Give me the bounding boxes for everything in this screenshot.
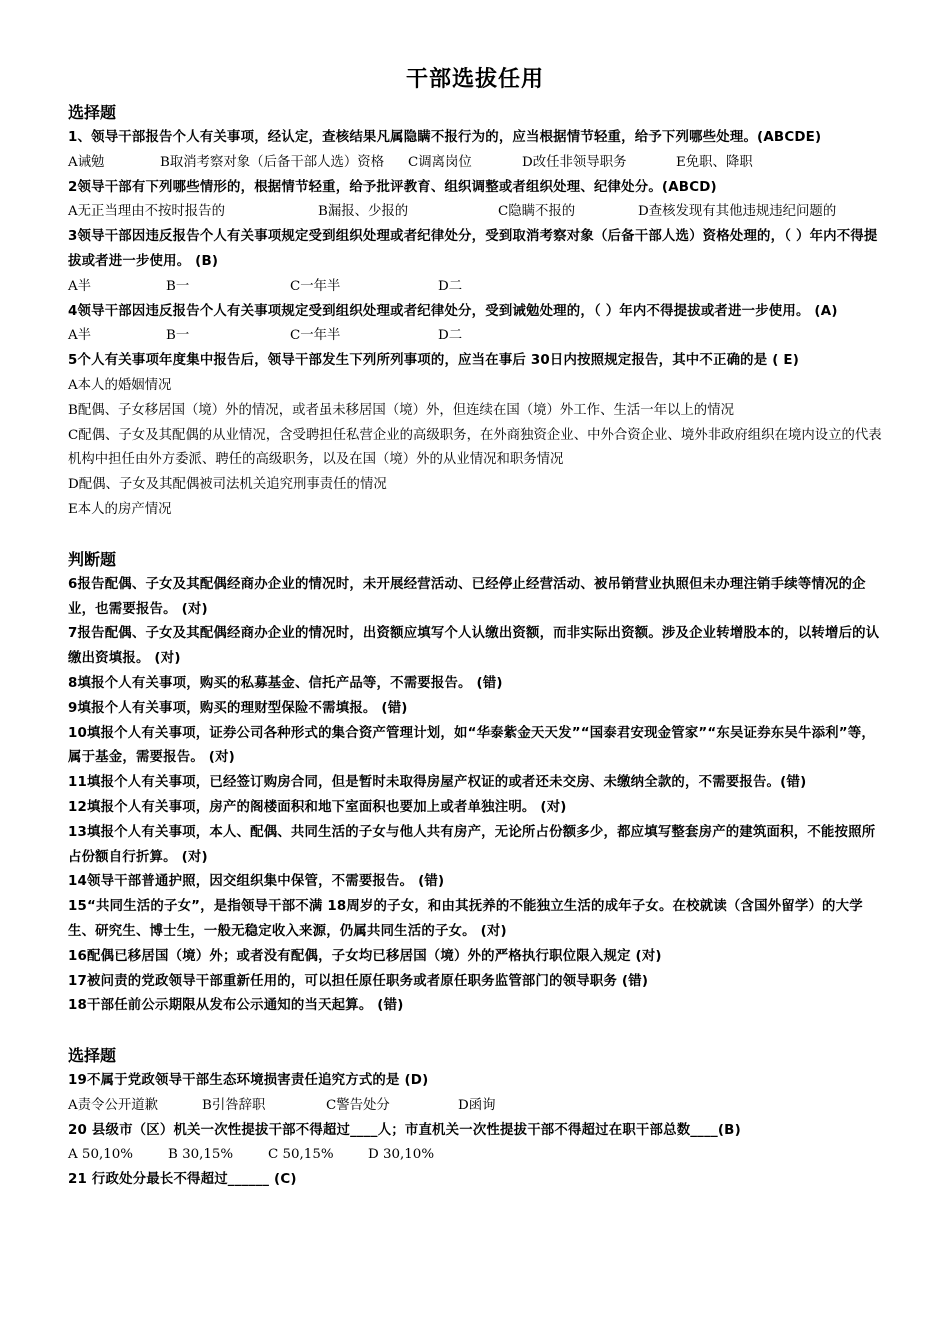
option: B漏报、少报的	[318, 204, 409, 220]
judgement-item: 10填报个人有关事项，证券公司各种形式的集合资产管理计划，如“华泰紫金天天发”“国泰君安现金管家”“东吴证券东吴牛添利”等，属于基金，需要报告。 (对)	[68, 725, 875, 766]
question-20: 20 县级市（区）机关一次性提拔干部不得超过____人；市直机关一次性提拔干部不得超过在职干部总数____(B)	[68, 1122, 741, 1138]
option: B引咎辞职	[202, 1097, 266, 1113]
option: C 50,15%	[268, 1147, 334, 1163]
section-heading-judgement: 判断题	[68, 549, 117, 569]
question-1-options	[68, 151, 888, 176]
judgement-item: 14领导干部普通护照，因交组织集中保管，不需要报告。 (错)	[68, 874, 445, 890]
judgement-item: 12填报个人有关事项，房产的阁楼面积和地下室面积也要加上或者单独注明。 (对)	[68, 799, 567, 815]
judgement-item: 18干部任前公示期限从发布公示通知的当天起算。 (错)	[68, 998, 404, 1014]
spacer	[68, 523, 888, 547]
option: A责令公开道歉	[68, 1097, 159, 1113]
judgement-item: 9填报个人有关事项，购买的理财型保险不需填报。 (错)	[68, 700, 408, 716]
page-title: 干部选拔任用	[405, 67, 544, 92]
option: E免职、降职	[676, 154, 753, 170]
question-21: 21 行政处分最长不得超过______ (C)	[68, 1172, 297, 1188]
option: B取消考察对象（后备干部人选）资格	[160, 154, 385, 170]
spacer	[68, 1019, 888, 1043]
judgement-item: 6报告配偶、子女及其配偶经商办企业的情况时，未开展经营活动、已经停止经营活动、被吊销营业执照但未办理注销手续等情况的企业，也需要报告。 (对)	[68, 576, 866, 617]
option: B一	[166, 278, 190, 294]
judgement-item: 7报告配偶、子女及其配偶经商办企业的情况时，出资额应填写个人认缴出资额，而非实际出资额。涉及企业转增股本的，以转增后的认缴出资填报。 (对)	[68, 626, 880, 667]
option: D 30,10%	[368, 1147, 435, 1163]
option: D二	[438, 328, 463, 344]
option: C调离岗位	[408, 154, 472, 170]
option: C警告处分	[326, 1097, 390, 1113]
option: D二	[438, 278, 463, 294]
question-2: 2领导干部有下列哪些情形的，根据情节轻重，给予批评教育、组织调整或者组织处理、纪律处分。(ABCD)	[68, 179, 717, 195]
judgement-item: 16配偶已移居国（境）外；或者没有配偶，子女均已移居国（境）外的严格执行职位限入规定 (对)	[68, 948, 662, 964]
judgement-item: 13填报个人有关事项，本人、配偶、共同生活的子女与他人共有房产，无论所占份额多少，都应填写整套房产的建筑面积，不能按照所占份额自行折算。 (对)	[68, 824, 876, 865]
option: A诫勉	[68, 154, 105, 170]
question-2-options	[68, 200, 888, 225]
question-3: 3领导干部因违反报告个人有关事项规定受到组织处理或者纪律处分，受到取消考察对象（后备干部人选）资格处理的，（ ）年内不得提拔或者进一步使用。 (B)	[68, 229, 878, 269]
option: D函询	[458, 1097, 496, 1113]
option: C配偶、子女及其配偶的从业情况，含受聘担任私营企业的高级职务，在外商独资企业、中外合资企业、境外非政府组织在境内设立的代表机构中担任由外方委派、聘任的高级职务，以及在国（境）外的从业情况和职务情况	[68, 427, 882, 468]
question-4-options	[68, 324, 888, 349]
option: E本人的房产情况	[68, 501, 172, 517]
option: B 30,15%	[168, 1147, 234, 1163]
option: B一	[166, 328, 190, 344]
option: C隐瞒不报的	[498, 204, 576, 220]
option: D查核发现有其他违规违纪问题的	[638, 204, 837, 220]
option: B配偶、子女移居国（境）外的情况，或者虽未移居国（境）外，但连续在国（境）外工作、生活一年以上的情况	[68, 402, 734, 418]
question-19-options	[68, 1094, 888, 1119]
judgement-item: 15“共同生活的子女”，是指领导干部不满 18周岁的子女，和由其抚养的不能独立生活的成年子女。在校就读（含国外留学）的大学生、研究生、博士生，一般无稳定收入来源，仍属共同生活的子女。 (对)	[68, 899, 863, 939]
option: C一年半	[290, 278, 341, 294]
judgement-item: 11填报个人有关事项，已经签订购房合同，但是暂时未取得房屋产权证的或者还未交房、未缴纳全款的，不需要报告。(错)	[68, 775, 807, 791]
section-heading-choice: 选择题	[68, 103, 117, 122]
question-3-options	[68, 275, 888, 300]
question-5: 5个人有关事项年度集中报告后，领导干部发生下列所列事项的，应当在事后 30日内按照规定报告，其中不正确的是 ( E)	[68, 353, 800, 369]
option: A半	[68, 328, 92, 344]
section-heading-choice-2: 选择题	[68, 1046, 117, 1066]
judgement-item: 8填报个人有关事项，购买的私募基金、信托产品等，不需要报告。 (错)	[68, 675, 503, 691]
question-20-options	[68, 1143, 888, 1168]
option: C一年半	[290, 328, 341, 344]
question-19: 19不属于党政领导干部生态环境损害责任追究方式的是 (D)	[68, 1073, 429, 1089]
option: A半	[68, 278, 92, 294]
option: D配偶、子女及其配偶被司法机关追究刑事责任的情况	[68, 477, 387, 493]
document-body	[68, 100, 888, 1193]
option: D改任非领导职务	[522, 154, 627, 170]
option: A 50,10%	[68, 1147, 133, 1163]
option: A本人的婚姻情况	[68, 377, 172, 393]
option: A无正当理由不按时报告的	[68, 204, 225, 220]
question-1: 1、领导干部报告个人有关事项，经认定，查核结果凡属隐瞒不报行为的，应当根据情节轻重，给予下列哪些处理。(ABCDE)	[68, 130, 822, 145]
question-4: 4领导干部因违反报告个人有关事项规定受到组织处理或者纪律处分，受到诫勉处理的，（ ）年内不得提拔或者进一步使用。 (A)	[68, 303, 838, 319]
judgement-item: 17被问责的党政领导干部重新任用的，可以担任原任职务或者原任职务监管部门的领导职务 (错)	[68, 973, 649, 989]
